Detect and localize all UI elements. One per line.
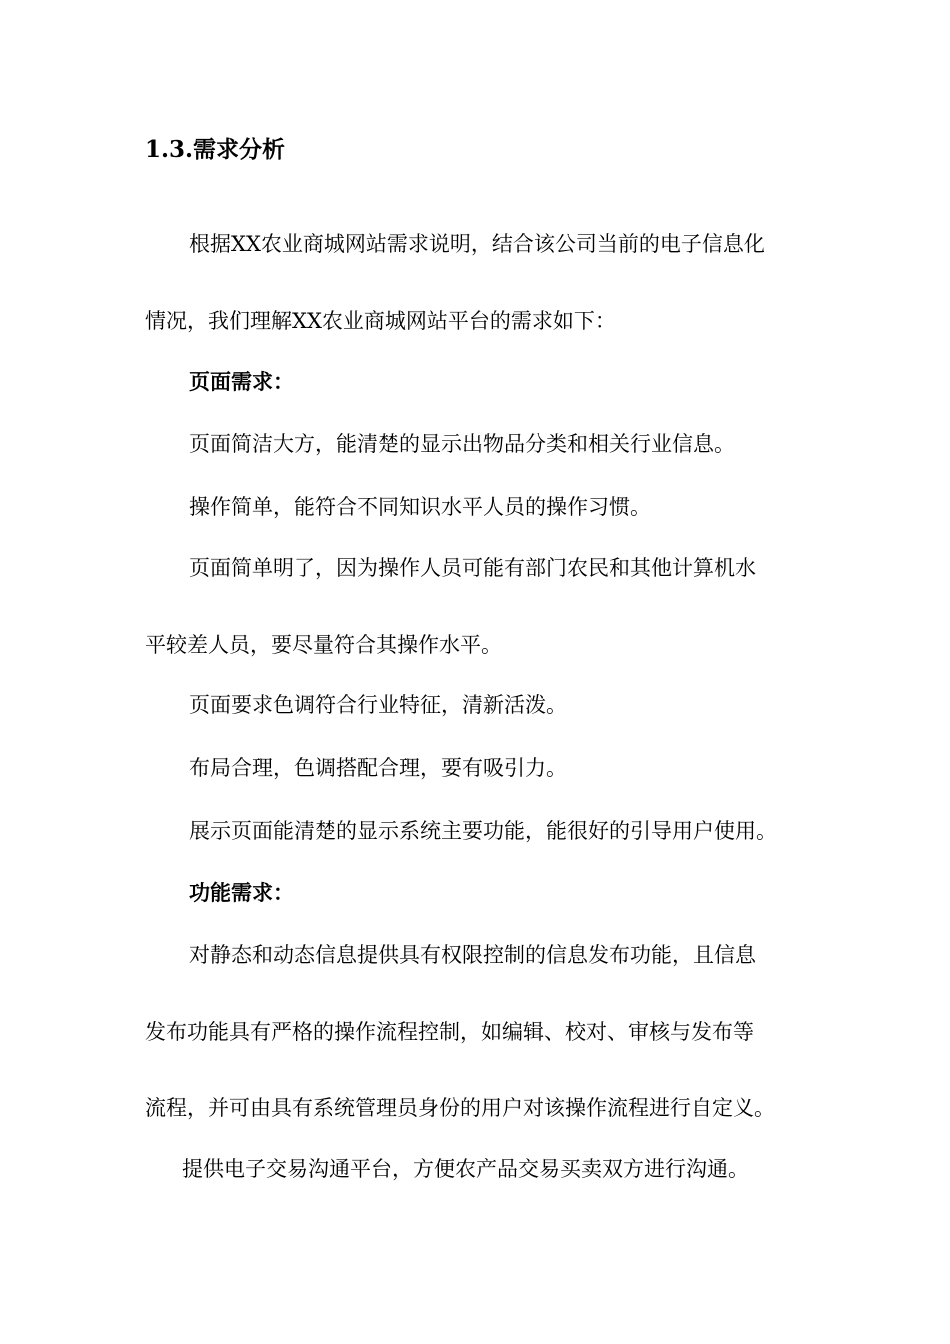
page-requirement-6: 展示页面能清楚的显示系统主要功能，能很好的引导用户使用。: [189, 819, 777, 843]
function-requirement-1-line-3: 流程，并可由具有系统管理员身份的用户对该操作流程进行自定义。: [145, 1096, 775, 1120]
page-requirement-4: 页面要求色调符合行业特征，清新活泼。: [189, 693, 567, 717]
function-requirement-2: 提供电子交易沟通平台，方便农产品交易买卖双方进行沟通。: [182, 1157, 749, 1181]
intro-line-2: 情况，我们理解XX农业商城网站平台的需求如下：: [145, 309, 616, 333]
page-requirement-3-line-1: 页面简单明了，因为操作人员可能有部门农民和其他计算机水: [189, 556, 756, 580]
page-requirement-2: 操作简单，能符合不同知识水平人员的操作习惯。: [189, 495, 651, 519]
page-requirements-title: 页面需求：: [189, 369, 294, 394]
intro-line-1: 根据XX农业商城网站需求说明，结合该公司当前的电子信息化: [189, 232, 765, 256]
function-requirements-title: 功能需求：: [189, 880, 294, 905]
section-heading: 1.3.需求分析: [145, 136, 286, 163]
page-requirement-1: 页面简洁大方，能清楚的显示出物品分类和相关行业信息。: [189, 432, 735, 456]
page-requirement-3-line-2: 平较差人员，要尽量符合其操作水平。: [145, 633, 502, 657]
function-requirement-1-line-1: 对静态和动态信息提供具有权限控制的信息发布功能，且信息: [189, 943, 756, 967]
page-requirement-5: 布局合理，色调搭配合理，要有吸引力。: [189, 756, 567, 780]
function-requirement-1-line-2: 发布功能具有严格的操作流程控制，如编辑、校对、审核与发布等: [145, 1020, 754, 1044]
